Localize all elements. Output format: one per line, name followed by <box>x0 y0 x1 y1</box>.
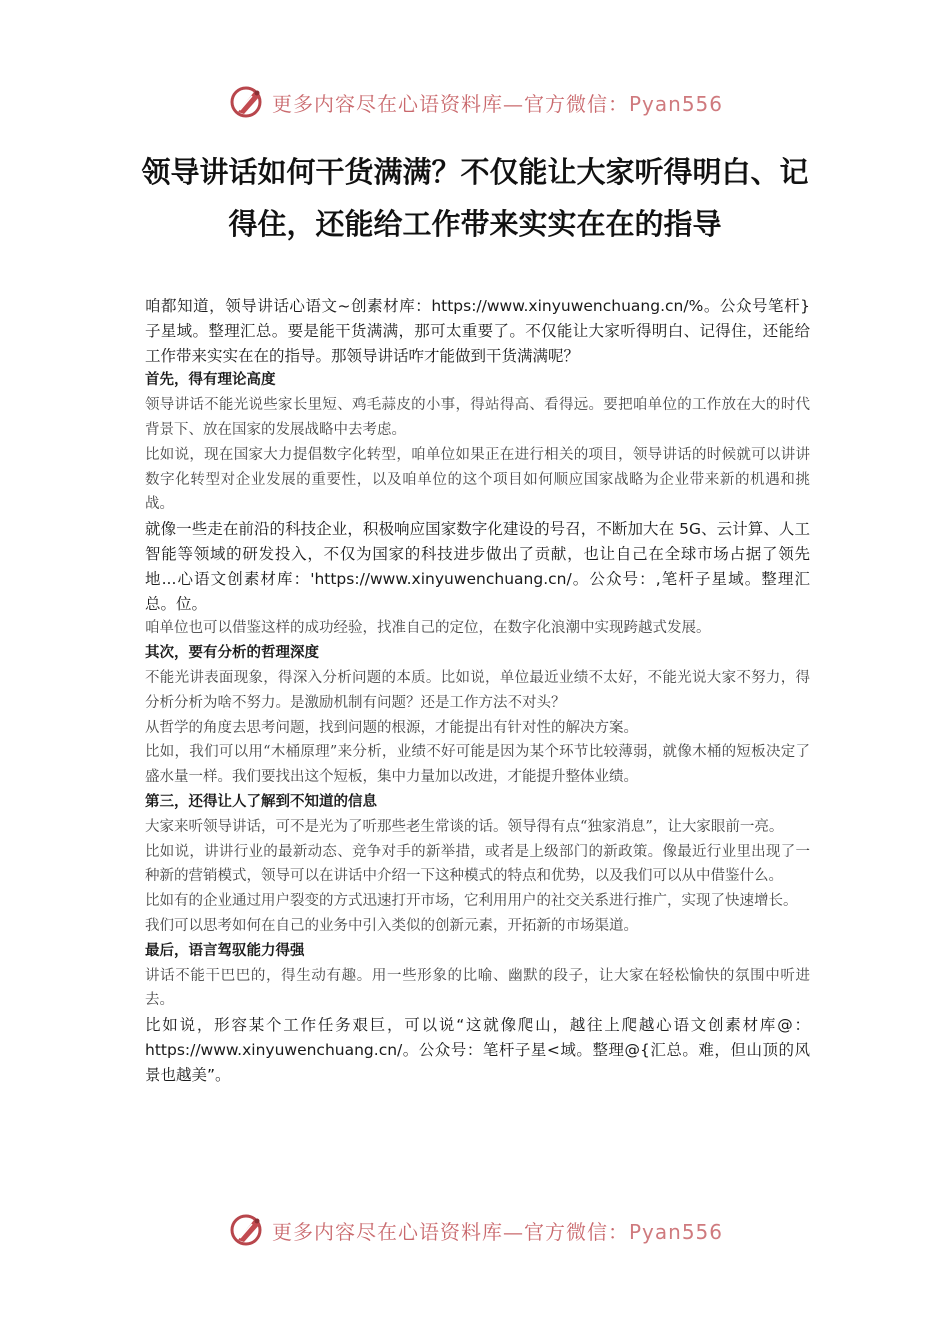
paragraph: 讲话不能干巴巴的，得生动有趣。用一些形象的比喻、幽默的段子，让大家在轻松愉快的氛围中听进去。 <box>145 967 810 1009</box>
paragraph: 比如说，形容某个工作任务艰巨，可以说“这就像爬山，越往上爬越心语文创素材库@：https://www.xinyuwenchuang.cn/。公众号：笔杆子星<域。整理@{汇总。难，但山顶的风景也越美”。 <box>145 1016 810 1084</box>
section-heading: 其次，要有分析的哲理深度 <box>145 645 319 662</box>
document-title: 领导讲话如何干货满满？不仅能让大家听得明白、记得住，还能给工作带来实实在在的指导 <box>141 155 809 241</box>
banner-text: 更多内容尽在心语资料库—官方微信：Pyan556 <box>272 1219 724 1244</box>
paragraph: 从哲学的角度去思考问题，找到问题的根源，才能提出有针对性的解决方案。 <box>145 719 638 736</box>
banner-text: 更多内容尽在心语资料库—官方微信：Pyan556 <box>272 91 724 116</box>
paragraph: 比如有的企业通过用户裂变的方式迅速打开市场，它利用用户的社交关系进行推广，实现了快速增长。 <box>145 893 798 910</box>
paragraph: 不能光讲表面现象，得深入分析问题的本质。比如说，单位最近业绩不太好，不能光说大家不努力，得分析分析为啥不努力。是激励机制有问题？还是工作方法不对头？ <box>145 669 810 711</box>
pen-nib-logo-icon <box>228 1210 268 1250</box>
paragraph: 比如说，讲讲行业的最新动态、竞争对手的新举措，或者是上级部门的新政策。像最近行业里出现了一种新的营销模式，领导可以在讲话中介绍一下这种模式的特点和优势，以及我们可以从中借鉴什么。 <box>145 843 810 885</box>
paragraph: 大家来听领导讲话，可不是光为了听那些老生常谈的话。领导得有点“独家消息”，让大家眼前一亮。 <box>145 818 784 835</box>
paragraph: 比如，我们可以用“木桶原理”来分析，业绩不好可能是因为某个环节比较薄弱，就像木桶的短板决定了盛水量一样。我们要找出这个短板，集中力量加以改进，才能提升整体业绩。 <box>145 744 810 786</box>
section-heading: 第三，还得让人了解到不知道的信息 <box>145 793 377 810</box>
article-body <box>145 294 810 1088</box>
paragraph: 比如说，现在国家大力提倡数字化转型，咱单位如果正在进行相关的项目，领导讲话的时候就可以讲讲数字化转型对企业发展的重要性，以及咱单位的这个项目如何顺应国家战略为企业带来新的机遇和挑战。 <box>145 446 810 513</box>
header-banner <box>228 80 748 124</box>
pen-nib-logo-icon <box>228 82 268 122</box>
paragraph: 我们可以思考如何在自己的业务中引入类似的创新元素，开拓新的市场渠道。 <box>145 917 638 934</box>
section-heading: 首先，得有理论高度 <box>145 372 276 389</box>
footer-banner <box>228 1208 748 1252</box>
paragraph: 就像一些走在前沿的科技企业，积极响应国家数字化建设的号召，不断加大在 5G、云计算、人工智能等领域的研发投入，不仅为国家的科技进步做出了贡献，也让自己在全球市场占据了领先地...心语文创素材库：'https://www.xinyuwenchuang.cn/。公众号：,笔杆子星域。整理汇总。位。 <box>145 520 810 613</box>
paragraph: 咱都知道，领导讲话心语文~创素材库：https://www.xinyuwenchuang.cn/%。公众号笔杆}子星域。整理汇总。要是能干货满满，那可太重要了。不仅能让大家听得明白、记得住，还能给工作带来实实在在的指导。那领导讲话咋才能做到干货满满呢？ <box>145 297 810 365</box>
section-heading: 最后，语言驾驭能力得强 <box>145 942 305 959</box>
paragraph: 领导讲话不能光说些家长里短、鸡毛蒜皮的小事，得站得高、看得远。要把咱单位的工作放在大的时代背景下、放在国家的发展战略中去考虑。 <box>145 397 810 438</box>
paragraph: 咱单位也可以借鉴这样的成功经验，找准自己的定位，在数字化浪潮中实现跨越式发展。 <box>145 620 711 637</box>
